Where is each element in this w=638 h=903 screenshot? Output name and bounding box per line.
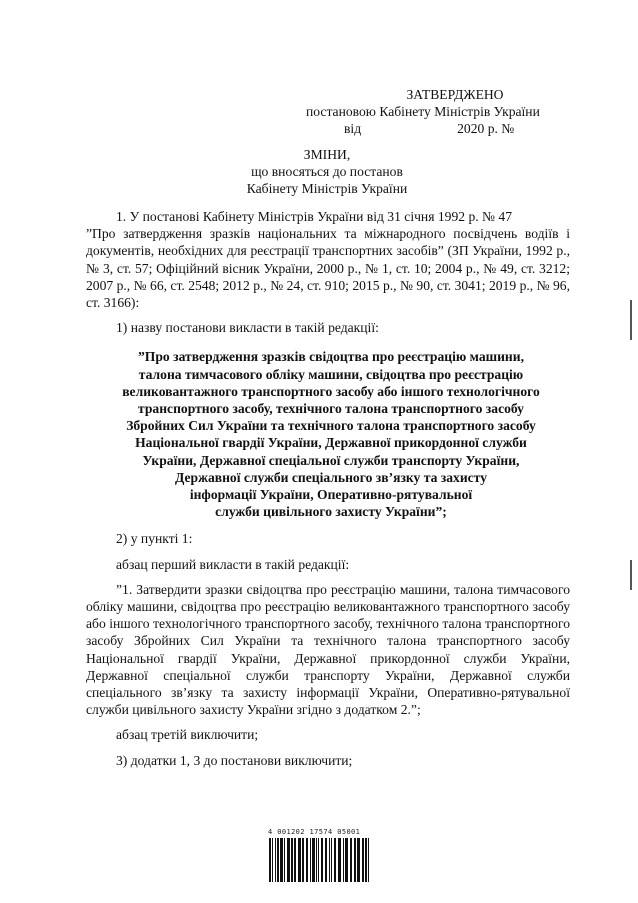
barcode-bar <box>329 838 330 882</box>
heading-title: ЗМІНИ, <box>303 147 351 162</box>
barcode-bar <box>338 838 341 882</box>
barcode <box>268 828 378 887</box>
bold-title-line: інформації України, Оперативно-рятувальної <box>189 487 473 503</box>
bold-title-line: Збройних Сил України та технічного талона транспортного засобу <box>126 418 536 434</box>
approval-line: постановою Кабінету Міністрів України <box>306 104 540 119</box>
barcode-bar <box>350 838 352 882</box>
bold-title-line: Національної гвардії України, Державної прикордонної служби <box>135 435 527 451</box>
barcode-bar <box>306 838 308 882</box>
item-1-continuation: ”Про затвердження зразків національних та міжнародного посвідчень водіїв і документів, необхідних для реєстрації транспортних засобів” (ЗП України, 1992 р., № 3, ст. 57; Офіційний вісник України, 2000 р., № 1, ст. 10; 2004 р., № 49, ст. 3212; 2007 р., № 66, ст. 2548; 2012 р., № 24, ст. 910; 2015 р., № 90, ст. 3041; 2019 р., № 96, ст. 3166): <box>86 226 570 311</box>
barcode-bar <box>277 838 279 882</box>
barcode-number: 4 001202 17574 05001 <box>268 828 361 836</box>
bold-title-line: ”Про затвердження зразків свідоцтва про реєстрацію машини, <box>138 349 524 365</box>
sub-item-1: 1) назву постанови викласти в такій редакції: <box>116 320 379 336</box>
sub-item-2-paragraph-a: абзац перший викласти в такій редакції: <box>116 556 350 572</box>
bold-title-line: Державної служби спеціального зв’язку та захисту <box>174 469 488 485</box>
barcode-bar <box>316 838 317 882</box>
sub-item-2-paragraph-b: абзац третій виключити; <box>116 727 259 743</box>
barcode-bar <box>345 838 348 882</box>
heading-line-1: що вносяться до постанов <box>251 164 403 179</box>
barcode-bars <box>268 838 372 882</box>
barcode-bar <box>302 838 304 882</box>
bold-title-line: талона тимчасового обліку машини, свідоцтва про реєстрацію <box>138 366 524 382</box>
document-heading <box>0 146 638 197</box>
sub-item-3: 3) додатки 1, 3 до постанови виключити; <box>116 752 353 768</box>
barcode-bar <box>275 838 276 882</box>
bold-title-line: України, Державної спеціальної служби транспорту України, <box>142 452 520 468</box>
bold-title-line: транспортного засобу, технічного талона транспортного засобу <box>138 401 524 417</box>
approval-stamp <box>300 86 590 137</box>
barcode-bar <box>334 838 336 882</box>
barcode-bar <box>362 838 364 882</box>
new-resolution-title <box>86 348 570 520</box>
barcode-bar <box>318 838 319 882</box>
approval-date <box>300 120 590 137</box>
barcode-bar <box>321 838 323 882</box>
scan-edge-mark <box>630 560 632 590</box>
barcode-bar <box>284 838 285 882</box>
item-1-first-line: 1. У постанові Кабінету Міністрів України від 31 січня 1992 р. № 47 <box>116 209 512 224</box>
approval-date-suffix: 2020 р. № <box>457 121 515 136</box>
scan-edge-mark <box>630 300 632 340</box>
barcode-bar <box>291 838 293 882</box>
bold-title-line: служби цивільного захисту України”; <box>215 504 447 520</box>
barcode-bar <box>343 838 344 882</box>
approval-date-prefix: від <box>344 121 362 136</box>
bold-title-line: великовантажного транспортного засобу або іншого технологічного <box>122 383 540 399</box>
approval-word: ЗАТВЕРДЖЕНО <box>406 87 504 102</box>
barcode-bar <box>325 838 327 882</box>
barcode-bar <box>310 838 311 882</box>
heading-line-2: Кабінету Міністрів України <box>246 181 408 196</box>
sub-item-2-text: ”1. Затвердити зразки свідоцтва про реєстрацію машини, талона тимчасового обліку машини, свідоцтва про реєстрацію великовантажного транспортного засобу або іншого технологічного транспортного засобу, технічного талона транспортного засобу Збройних Сил України та технічного талона транспортного засобу Національної гвардії України, Державної прикордонної служби України, Державної спеціальної служби транспорту України, Державної служби спеціального зв’язку та захисту інформації України, Оперативно-рятувальної служби цивільного захисту України згідно з додатком 2.”; <box>86 581 570 718</box>
barcode-bar <box>269 838 271 882</box>
barcode-bar <box>287 838 290 882</box>
barcode-bar <box>354 838 356 882</box>
barcode-bar <box>280 838 283 882</box>
barcode-bar <box>298 838 301 882</box>
barcode-bar <box>331 838 332 882</box>
barcode-bar <box>272 838 273 882</box>
barcode-bar <box>294 838 296 882</box>
barcode-bar <box>365 838 367 882</box>
barcode-bar <box>368 838 369 882</box>
document-body <box>86 208 570 769</box>
barcode-bar <box>312 838 315 882</box>
sub-item-2: 2) у пункті 1: <box>116 531 193 547</box>
barcode-bar <box>357 838 360 882</box>
